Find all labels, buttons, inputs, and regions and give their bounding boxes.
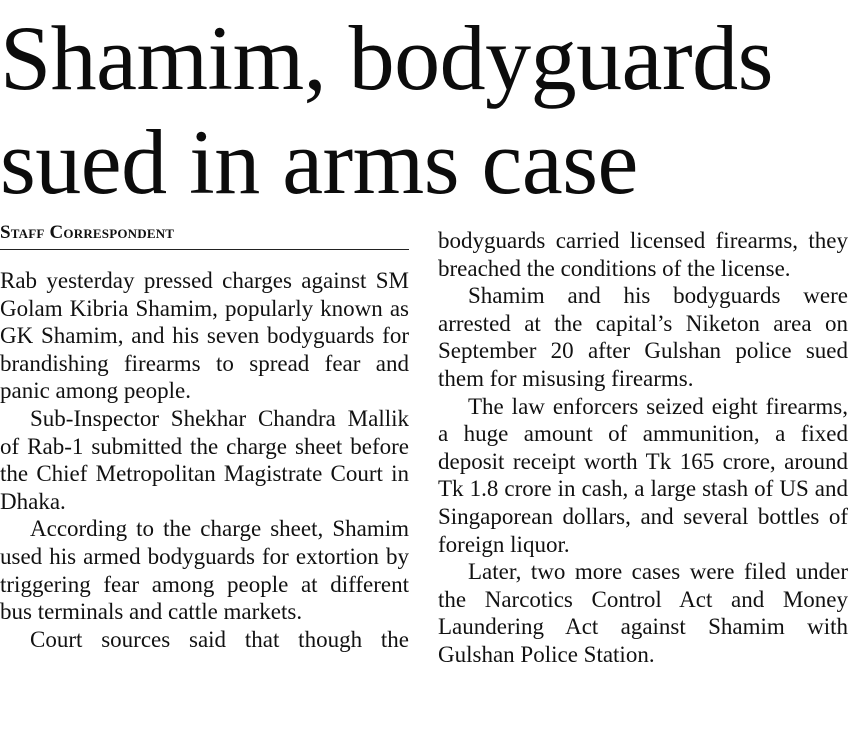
article-column-right bbox=[438, 227, 848, 669]
paragraph-4: Court sources said that though the bbox=[30, 626, 409, 652]
paragraph-6: The law enforcers seized eight firearms, a huge amount of ammunition, a fixed deposit receipt worth Tk 165 crore, around Tk 1.8 crore in cash, a large stash of US and Singaporean dollars, and several bottles of foreign liquor. bbox=[438, 393, 848, 557]
headline bbox=[0, 6, 848, 214]
article-column-left bbox=[0, 267, 409, 653]
paragraph-5: Shamim and his bodyguards were arrested at the capital’s Niketon area on September 20 after Gulshan police sued them for misusing firearms. bbox=[438, 283, 848, 391]
paragraph-2: Sub-Inspector Shekhar Chandra Mallik of Rab-1 submitted the charge sheet before the Chief Metropolitan Magistrate Court in Dhaka. bbox=[0, 405, 409, 514]
paragraph-3: According to the charge sheet, Shamim used his armed bodyguards for extortion by triggering fear among people at different bus terminals and cattle markets. bbox=[0, 516, 409, 625]
paragraph-7: Later, two more cases were filed under the Narcotics Control Act and Money Laundering Act against Shamim with Gulshan Police Station. bbox=[438, 559, 848, 667]
headline-line-1: Shamim, bodyguards bbox=[0, 7, 773, 109]
byline-text: Staff Correspondent bbox=[0, 222, 175, 243]
paragraph-1: Rab yesterday pressed charges against SM Golam Kibria Shamim, popularly known as GK Shamim, and his seven bodyguards for brandishing firearms to spread fear and panic among people. bbox=[0, 268, 409, 404]
headline-line-2: sued in arms case bbox=[0, 111, 638, 213]
byline bbox=[0, 220, 409, 250]
paragraph-4-continued: bodyguards carried licensed firearms, they breached the conditions of the license. bbox=[438, 228, 848, 281]
